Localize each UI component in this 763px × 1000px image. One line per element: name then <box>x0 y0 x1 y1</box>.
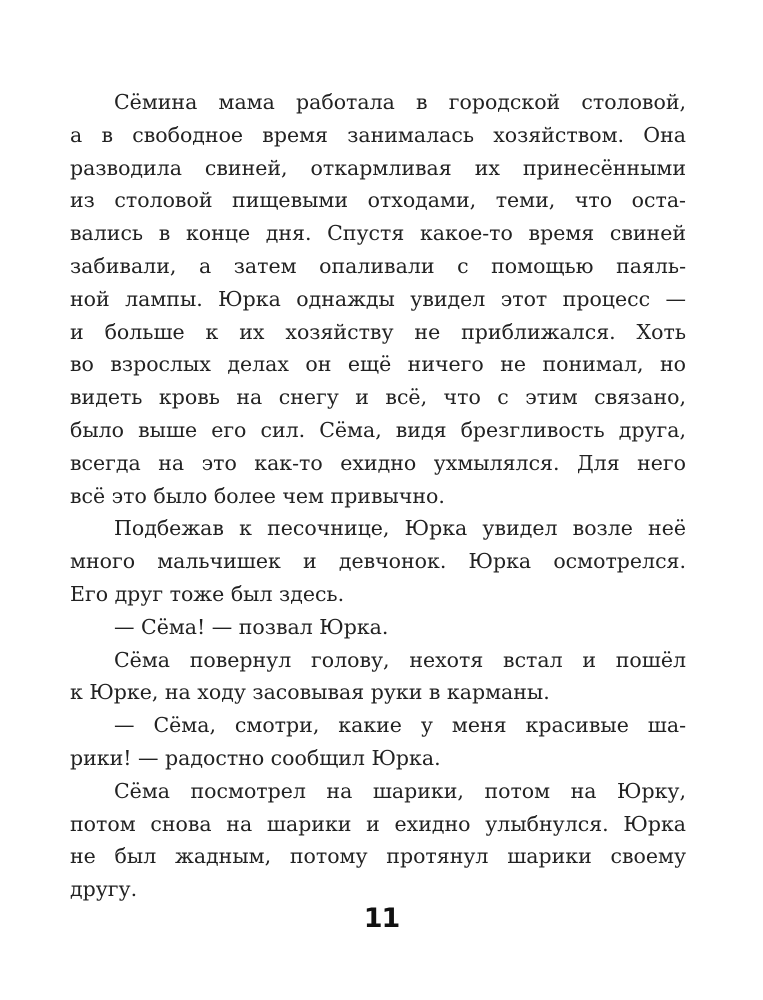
text-line: всегда на это как-то ехидно ухмылялся. Для него <box>70 450 686 475</box>
text-line: не был жадным, потому протянул шарики своему <box>70 844 686 869</box>
paragraph-5-dialogue <box>70 709 686 775</box>
text-line: Его друг тоже был здесь. <box>70 581 345 606</box>
paragraph-4 <box>70 644 686 710</box>
text-line: из столовой пищевыми отходами, теми, что оста- <box>70 188 686 213</box>
text-line: а в свободное время занималась хозяйством. Она <box>70 122 686 147</box>
page-number: 11 <box>363 903 400 934</box>
text-line: Подбежав к песочнице, Юрка увидел возле неё <box>114 516 686 541</box>
text-line: и больше к их хозяйству не приближался. Хоть <box>70 319 686 344</box>
text-line: — Сёма! — позвал Юрка. <box>114 614 389 639</box>
text-line: вались в конце дня. Спустя какое-то время свиней <box>70 221 686 246</box>
text-line: разводила свиней, откармливая их принесёнными <box>70 155 686 180</box>
text-line: Сёмина мама работала в городской столовой, <box>114 90 686 114</box>
text-line: во взрослых делах он ещё ничего не понимал, но <box>70 352 686 377</box>
body-text <box>70 86 686 906</box>
text-line: всё это было более чем привычно. <box>70 483 445 508</box>
text-line: к Юрке, на ходу засовывая руки в карманы. <box>70 680 550 705</box>
text-line: ной лампы. Юрка однажды увидел этот процесс — <box>70 286 686 311</box>
text-line: потом снова на шарики и ехидно улыбнулся. Юрка <box>70 811 686 836</box>
text-line: Сёма повернул голову, нехотя встал и пошёл <box>114 647 686 672</box>
text-line: — Сёма, смотри, какие у меня красивые ша- <box>114 713 686 738</box>
paragraph-1 <box>70 86 686 512</box>
text-line: забивали, а затем опаливали с помощью паяль- <box>70 253 686 278</box>
paragraph-6 <box>70 775 686 906</box>
paragraph-3-dialogue <box>70 611 686 644</box>
text-line: видеть кровь на снегу и всё, что с этим связано, <box>70 385 686 410</box>
paragraph-2 <box>70 512 686 610</box>
text-line: много мальчишек и девчонок. Юрка осмотрелся. <box>70 549 686 574</box>
text-line: Сёма посмотрел на шарики, потом на Юрку, <box>114 778 686 803</box>
text-line: другу. <box>70 877 138 902</box>
text-line: рики! — радостно сообщил Юрка. <box>70 745 441 770</box>
text-line: было выше его сил. Сёма, видя брезгливость друга, <box>70 417 686 442</box>
